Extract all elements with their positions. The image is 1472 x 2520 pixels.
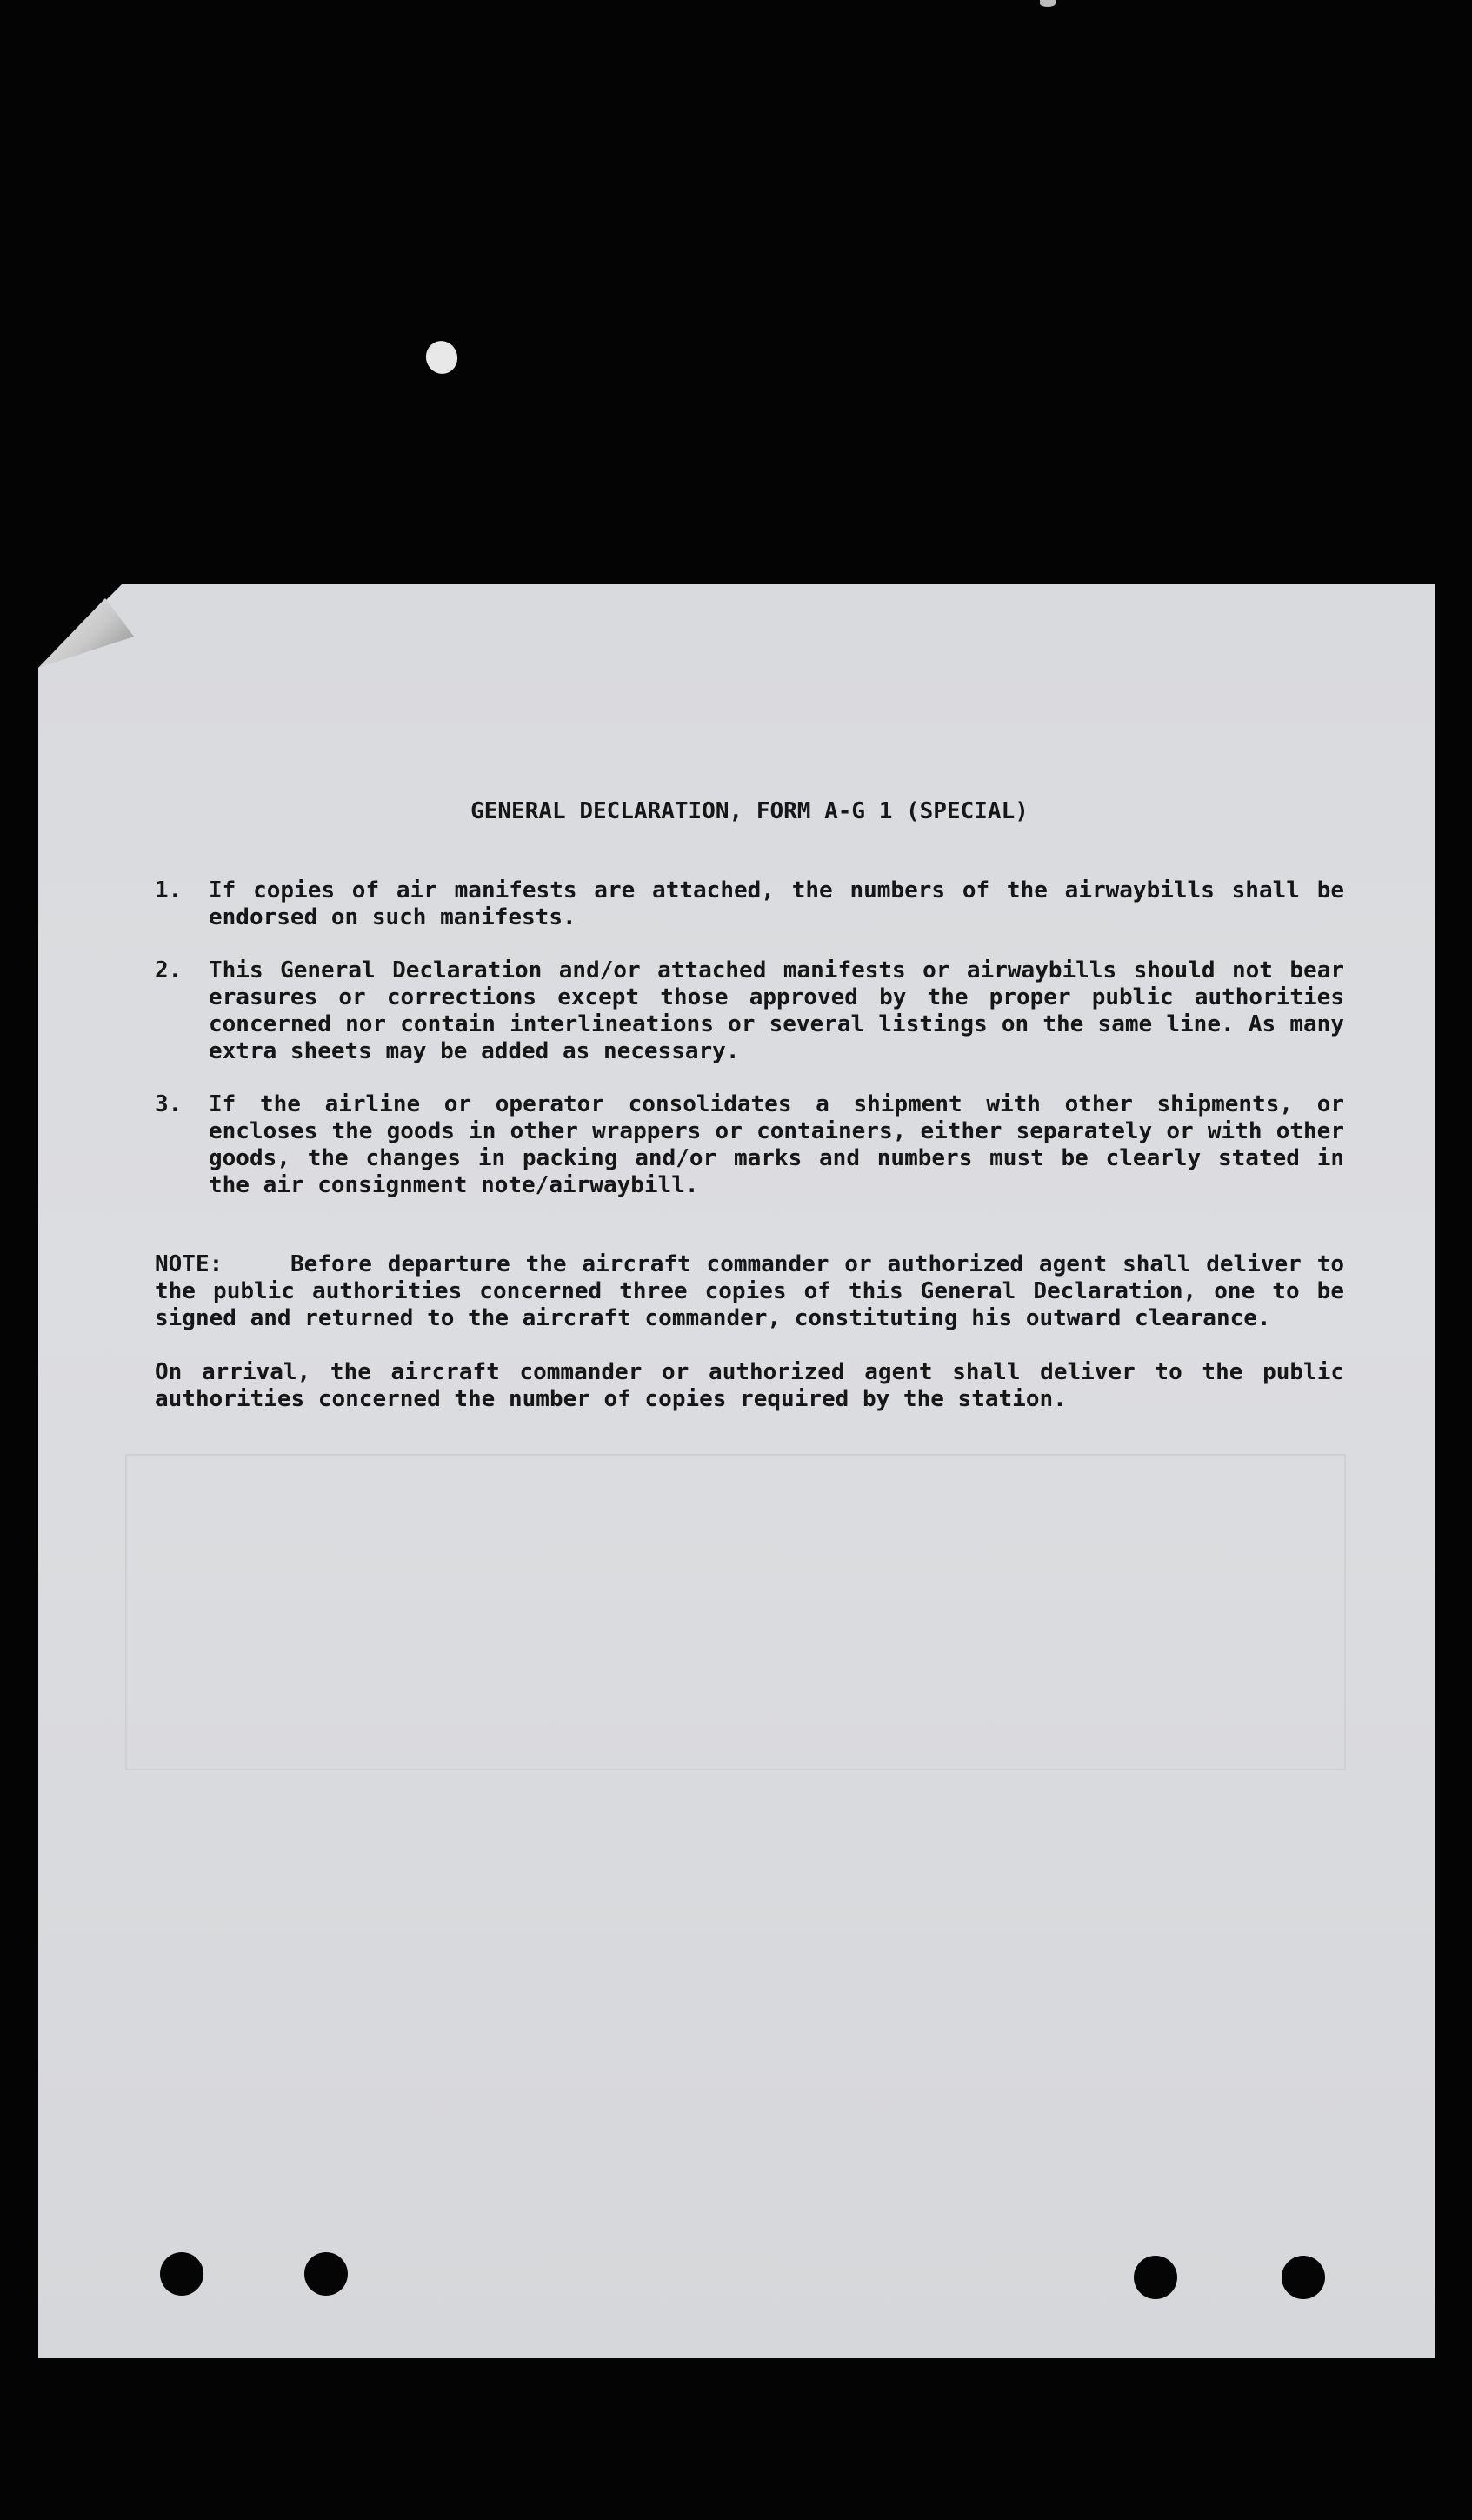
paper-sheet [38,584,1435,2358]
item-text: If copies of air manifests are attached, the numbers of the airwaybills shall be endorsed on such manifests. [209,877,1344,930]
arrival-paragraph: On arrival, the aircraft commander or authorized agent shall deliver to the public authorities concerned the number of copies required by the station. [155,1359,1344,1412]
punch-hole [1134,2256,1177,2299]
bleed-through-table [125,1454,1346,1770]
note-label: NOTE: [155,1251,223,1277]
instruction-item-1 [155,877,1344,931]
item-text: This General Declaration and/or attached manifests or airwaybills should not bear erasures or corrections except those approved by the proper public authorities concerned nor contain interlineations or several listings on the same line. As many extra sheets may be added as necessary. [209,957,1344,1064]
punch-hole [160,2252,203,2296]
item-text: If the airline or operator consolidates a shipment with other shipments, or encloses the goods in other wrappers or containers, either separately or with other goods, the changes in packing and/or marks and numbers must be clearly stated in the air consignment note/airwaybill. [209,1091,1344,1198]
note-paragraph [155,1251,1344,1332]
instruction-item-2 [155,957,1344,1065]
item-number: 3. [155,1091,183,1117]
item-number: 1. [155,877,183,903]
punch-hole [1282,2256,1325,2299]
declaration-text [155,798,1344,1413]
dust-speck [422,337,463,378]
punch-hole [304,2252,348,2296]
document-title: GENERAL DECLARATION, FORM A-G 1 (SPECIAL) [470,798,1029,824]
instruction-item-3 [155,1091,1344,1199]
note-text: Before departure the aircraft commander or authorized agent shall deliver to the public authorities concerned three copies of this General Declaration, one to be signed and returned to the aircraft commander, constituting his outward clearance. [155,1251,1344,1331]
dust-speck [1040,0,1056,7]
item-number: 2. [155,957,183,983]
